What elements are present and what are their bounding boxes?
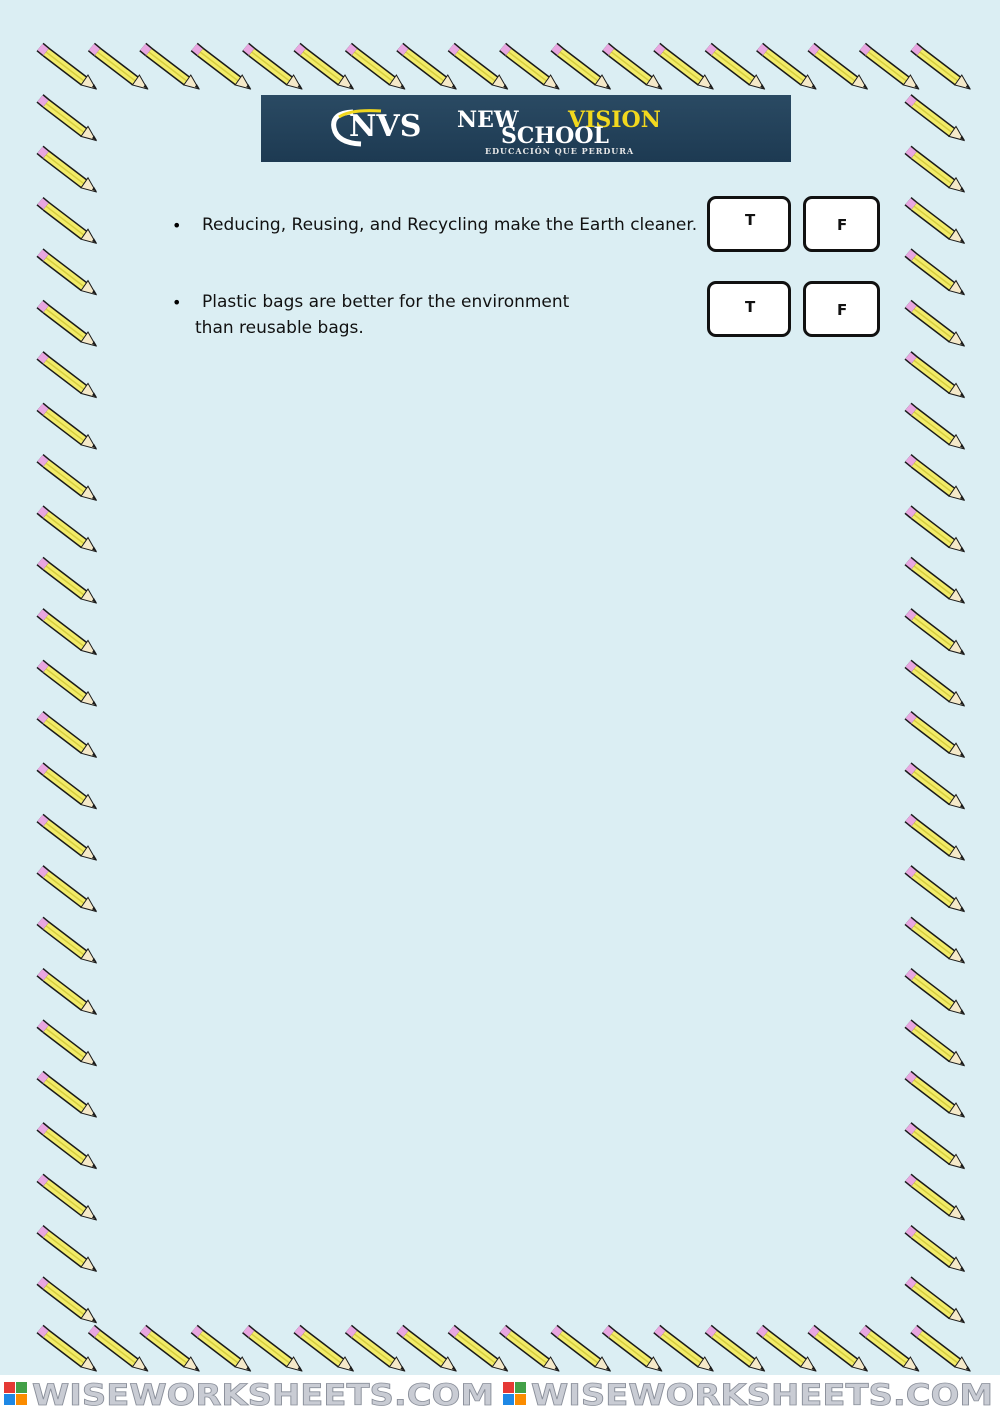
question-1-true-box[interactable] xyxy=(707,196,791,252)
pencil-icon xyxy=(908,664,965,706)
school-logo-banner xyxy=(261,95,791,162)
pencil-icon xyxy=(760,1329,817,1371)
pencil-icon xyxy=(297,47,354,89)
pencil-icon xyxy=(246,47,303,89)
pencil-icon xyxy=(40,972,97,1014)
pencil-icon xyxy=(908,715,965,757)
pencil-icon xyxy=(40,921,97,963)
pencil-icon xyxy=(811,1329,868,1371)
pencil-icon xyxy=(40,47,97,89)
pencil-icon xyxy=(194,1329,251,1371)
question-1-text: Reducing, Reusing, and Recycling make the Earth cleaner. xyxy=(202,215,698,235)
pencil-icon xyxy=(143,1329,200,1371)
pencil-icon xyxy=(862,1329,919,1371)
pencil-icon xyxy=(40,201,97,243)
pencil-icon xyxy=(908,1126,965,1168)
pencil-icon xyxy=(400,1329,457,1371)
pencil-icon xyxy=(605,47,662,89)
pencil-icon xyxy=(908,972,965,1014)
pencil-icon xyxy=(503,1329,560,1371)
pencil-icon xyxy=(908,201,965,243)
logo-initials: NVS xyxy=(349,109,422,144)
pencil-icon xyxy=(811,47,868,89)
watermark-text: WISEWORKSHEETS.COM xyxy=(531,1378,993,1412)
wise-logo-icon xyxy=(503,1382,526,1405)
pencil-icon xyxy=(862,47,919,89)
question-2-text-line1: Plastic bags are better for the environment xyxy=(202,292,570,312)
question-1-bullet: • xyxy=(172,216,182,235)
false-label: F xyxy=(837,216,848,234)
logo-word-school: SCHOOL xyxy=(501,123,609,149)
logo-word-new: NEW xyxy=(457,107,519,133)
pencil-icon xyxy=(657,1329,714,1371)
pencil-icon xyxy=(40,150,97,192)
pencil-icon xyxy=(297,1329,354,1371)
wise-logo-icon xyxy=(4,1382,27,1405)
question-1-false-box[interactable] xyxy=(803,196,880,252)
pencil-icon xyxy=(760,47,817,89)
question-2-text-line2: than reusable bags. xyxy=(195,318,364,338)
pencil-icon xyxy=(40,98,97,140)
pencil-icon xyxy=(908,407,965,449)
pencil-icon xyxy=(40,1329,97,1371)
pencil-icon xyxy=(40,458,97,500)
pencil-icon xyxy=(908,1178,965,1220)
logo-word-vision: VISION xyxy=(568,107,661,133)
pencil-icon xyxy=(91,1329,148,1371)
pencil-icon xyxy=(40,253,97,295)
pencil-icon xyxy=(708,1329,765,1371)
pencil-icon xyxy=(40,664,97,706)
pencil-icon xyxy=(40,818,97,860)
pencil-icon xyxy=(657,47,714,89)
pencil-icon xyxy=(40,612,97,654)
pencil-icon xyxy=(348,1329,405,1371)
pencil-icon xyxy=(908,304,965,346)
pencil-icon xyxy=(908,869,965,911)
pencil-icon xyxy=(908,921,965,963)
pencil-icon xyxy=(605,1329,662,1371)
pencil-icon xyxy=(40,1229,97,1271)
pencil-icon xyxy=(908,818,965,860)
pencil-icon xyxy=(40,767,97,809)
pencil-icon xyxy=(908,150,965,192)
question-2-true-box[interactable] xyxy=(707,281,791,337)
pencil-icon xyxy=(40,715,97,757)
pencil-icon xyxy=(194,47,251,89)
pencil-icon xyxy=(908,355,965,397)
pencil-icon xyxy=(908,767,965,809)
pencil-icon xyxy=(143,47,200,89)
pencil-icon xyxy=(246,1329,303,1371)
false-label: F xyxy=(837,301,848,319)
question-2-false-box[interactable] xyxy=(803,281,880,337)
pencil-icon xyxy=(40,1075,97,1117)
pencil-icon xyxy=(908,1229,965,1271)
pencil-icon xyxy=(554,47,611,89)
pencil-icon xyxy=(908,98,965,140)
pencil-icon xyxy=(451,1329,508,1371)
pencil-icon xyxy=(914,47,971,89)
pencil-icon xyxy=(40,1024,97,1066)
pencil-icon xyxy=(554,1329,611,1371)
pencil-icon xyxy=(708,47,765,89)
pencil-icon xyxy=(40,407,97,449)
pencil-icon xyxy=(908,1281,965,1323)
pencil-icon xyxy=(348,47,405,89)
pencil-icon xyxy=(400,47,457,89)
pencil-icon xyxy=(40,355,97,397)
pencil-icon xyxy=(908,458,965,500)
pencil-icon xyxy=(40,510,97,552)
pencil-icon xyxy=(503,47,560,89)
pencil-icon xyxy=(908,1075,965,1117)
true-label: T xyxy=(745,211,756,229)
pencil-icon xyxy=(451,47,508,89)
question-2-bullet: • xyxy=(172,293,182,312)
pencil-icon xyxy=(908,510,965,552)
logo-tagline: EDUCACIÓN QUE PERDURA xyxy=(485,146,635,156)
pencil-icon xyxy=(40,1281,97,1323)
pencil-icon xyxy=(40,1126,97,1168)
pencil-icon xyxy=(40,561,97,603)
pencil-icon xyxy=(908,1024,965,1066)
true-label: T xyxy=(745,298,756,316)
pencil-icon xyxy=(908,612,965,654)
pencil-icon xyxy=(908,561,965,603)
pencil-icon xyxy=(40,869,97,911)
pencil-icon xyxy=(40,1178,97,1220)
pencil-icon xyxy=(908,253,965,295)
pencil-icon xyxy=(40,304,97,346)
watermark-footer xyxy=(0,1375,1000,1413)
watermark-text: WISEWORKSHEETS.COM xyxy=(32,1378,495,1412)
pencil-icon xyxy=(91,47,148,89)
pencil-icon xyxy=(914,1329,971,1371)
